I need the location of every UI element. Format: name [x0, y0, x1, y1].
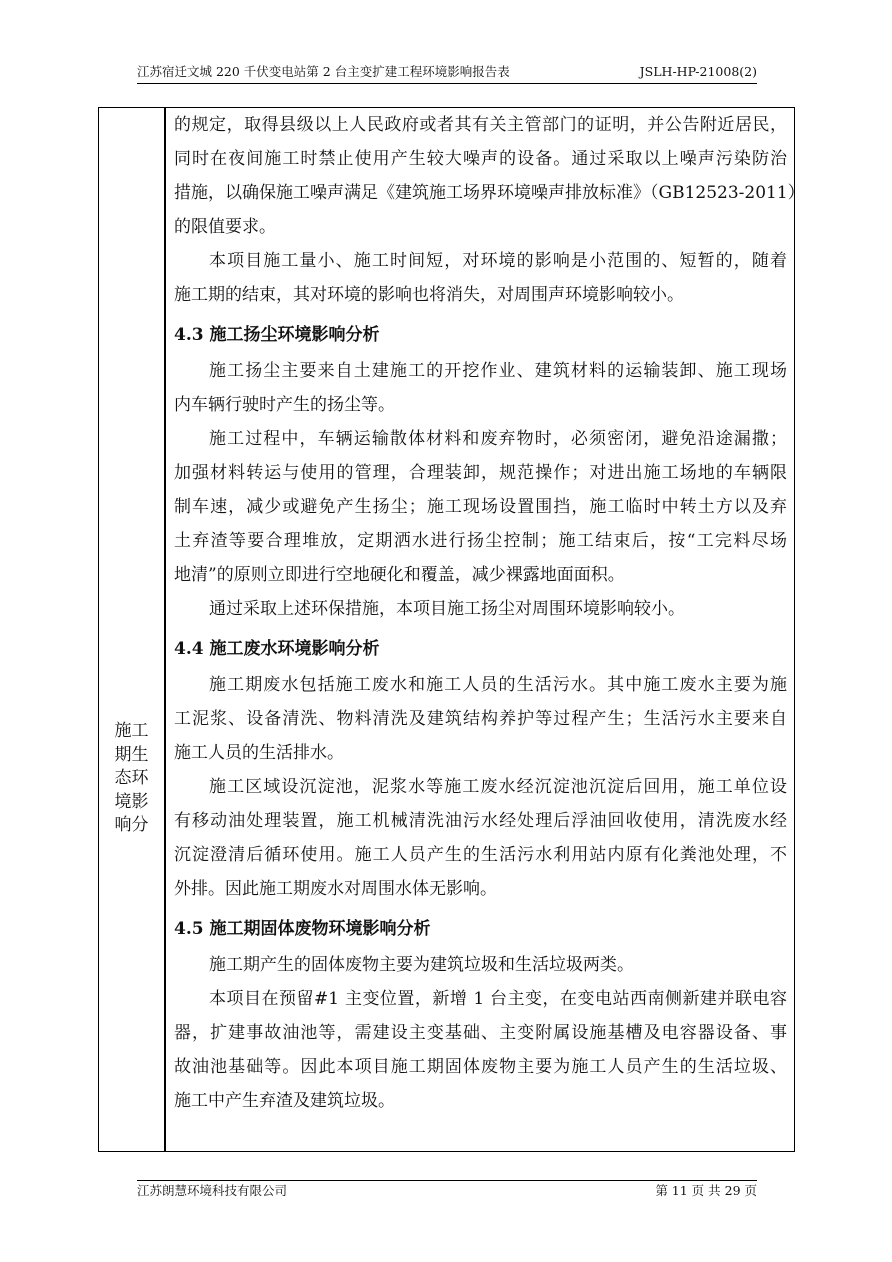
row-label-line: 响分	[114, 815, 149, 835]
text-line: 的限值要求。	[174, 217, 276, 237]
paragraph-noise-control	[174, 108, 805, 244]
text-line: 施工扬尘主要来自土建施工的开挖作业、建筑材料的运输装卸、施工现场	[209, 361, 787, 381]
text-line: 土弃渣等要合理堆放，定期洒水进行扬尘控制；施工结束后，按“工完料尽场	[174, 531, 787, 551]
paragraph-dust-sources	[174, 354, 787, 422]
text-line: 内车辆行驶时产生的扬尘等。	[174, 395, 395, 415]
document-code: JSLH-HP-21008(2)	[639, 64, 757, 79]
text-line: 施工期产生的固体废物主要为建筑垃圾和生活垃圾两类。	[209, 955, 634, 975]
text-line: 制车速，减少或避免产生扬尘；施工现场设置围挡，施工临时中转土方以及弃	[174, 497, 787, 517]
text-line: 工泥浆、设备清洗、物料清洗及建筑结构养护等过程产生；生活污水主要来自	[174, 709, 787, 729]
text-line: 同时在夜间施工时禁止使用产生较大噪声的设备。通过采取以上噪声污染防治	[174, 149, 787, 169]
text-line: 器，扩建事故油池等，需建设主变基础、主变附属设施基槽及电容器设备、事	[174, 1023, 787, 1043]
text-line: 施工期废水包括施工废水和施工人员的生活污水。其中施工废水主要为施	[209, 675, 787, 695]
text-line: 施工过程中，车辆运输散体材料和废弃物时，必须密闭，避免沿途漏撒；	[209, 429, 787, 449]
row-label-line: 态环	[114, 768, 149, 788]
row-label-line: 期生	[114, 744, 149, 765]
paragraph-wastewater-measures	[174, 770, 787, 906]
text-line: 施工人员的生活排水。	[174, 743, 344, 763]
page-number: 第 11 页 共 29 页	[655, 1183, 757, 1198]
paragraph-solid-waste-detail	[174, 982, 787, 1118]
header-rule	[137, 83, 757, 84]
section-heading-4-3: 4.3 施工扬尘环境影响分析	[174, 325, 380, 345]
text-line: 加强材料转运与使用的管理，合理装卸，规范操作；对进出施工场地的车辆限	[174, 463, 787, 483]
content-table	[98, 107, 805, 1152]
text-line: 本项目在预留#1 主变位置，新增 1 台主变，在变电站西南侧新建并联电容	[209, 989, 787, 1009]
text-line: 施工期的结束，其对环境的影响也将消失，对周围声环境影响较小。	[174, 285, 684, 305]
text-line: 的规定，取得县级以上人民政府或者其有关主管部门的证明，并公告附近居民，	[174, 115, 787, 135]
text-line: 有移动油处理装置，施工机械清洗油污水经处理后浮油回收使用，清洗废水经	[174, 811, 787, 831]
text-line: 沉淀澄清后循环使用。施工人员产生的生活污水利用站内原有化粪池处理，不	[174, 845, 787, 865]
text-line: 施工区域设沉淀池，泥浆水等施工废水经沉淀池沉淀后回用，施工单位设	[209, 777, 787, 797]
row-label-line: 施工	[114, 721, 149, 741]
row-label	[99, 720, 164, 838]
text-line: 施工中产生弃渣及建筑垃圾。	[174, 1091, 395, 1111]
section-heading-4-5: 4.5 施工期固体废物环境影响分析	[174, 919, 431, 939]
content-cell	[174, 108, 805, 1118]
paragraph-noise-summary	[174, 244, 787, 312]
paragraph-wastewater-sources	[174, 668, 787, 770]
text-line: 通过采取上述环保措施，本项目施工扬尘对周围环境影响较小。	[209, 599, 685, 619]
row-label-line: 境影	[114, 791, 149, 812]
page-footer	[137, 1181, 757, 1201]
paragraph-dust-summary	[174, 592, 787, 626]
text-line: 本项目施工量小、施工时间短，对环境的影响是小范围的、短暂的，随着	[209, 251, 787, 271]
text-line: 故油池基础等。因此本项目施工期固体废物主要为施工人员产生的生活垃圾、	[174, 1057, 787, 1077]
text-line: 外排。因此施工期废水对周围水体无影响。	[174, 879, 497, 899]
page-header	[137, 62, 757, 82]
text-line: 措施，以确保施工噪声满足《建筑施工场界环境噪声排放标准》（GB12523-2011）	[174, 183, 805, 203]
report-title: 江苏宿迁文城 220 千伏变电站第 2 台主变扩建工程环境影响报告表	[137, 64, 510, 79]
paragraph-dust-measures	[174, 422, 787, 592]
column-divider	[164, 108, 166, 1151]
section-heading-4-4: 4.4 施工废水环境影响分析	[174, 639, 380, 659]
text-line: 地清”的原则立即进行空地硬化和覆盖，减少裸露地面面积。	[174, 565, 625, 585]
paragraph-solid-waste-types	[174, 948, 787, 982]
company-name: 江苏朗慧环境科技有限公司	[137, 1183, 288, 1198]
